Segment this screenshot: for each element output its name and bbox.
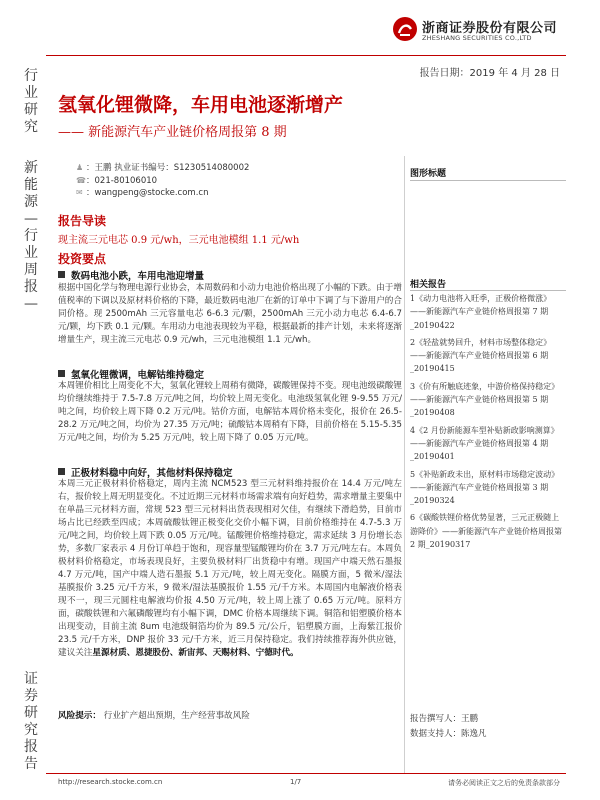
section-paragraph: 根据中国化学与物理电源行业协会，本周数码和小动力电池价格出现了小幅的下跌。由于增值税率的下调以及原材料价格的下降，最近数码电池厂在新的订单中下调了与下游用户的合同价格。现 2500mAh 三元容量电芯 6-6.3 元/颗，2500mAh 三元小动力电芯 6.4-6.7 元/颗，均下跌 0.1 元/颗。车用动力电池表现较为平稳，根据最新的排产计划，未来将逐渐增量生产，现主流三元电芯 0.9 元/wh，三元电池模组 1.1 元/wh。 [58,283,402,345]
side-label-top: 行 业 研 究 [24,68,38,135]
guide-text: 现主流三元电芯 0.9 元/wh，三元电池模组 1.1 元/wh [58,235,300,246]
related-report-item[interactable]: 4《2 月份新能源车型补贴新政影响测算》——新能源汽车产业链价格周报第 4 期_20190401 [410,425,559,462]
zheshang-logo-icon [392,16,418,42]
analyst-info [76,162,249,200]
guide-heading: 报告导读 [58,214,107,228]
email-icon: ✉ [76,188,83,197]
related-reports-list [410,292,566,555]
related-heading: 相关报告 [410,280,447,290]
column-divider [404,156,405,774]
report-credits [410,712,487,742]
bullet-square-icon [58,468,65,475]
report-subtitle: —— 新能源汽车产业链价格周报第 8 期 [58,125,287,140]
person-icon: ♟ [76,163,84,172]
related-report-item[interactable]: 2《轻盐就势回升，材料市场整体稳定》——新能源汽车产业链价格周报第 6 期_20190415 [410,337,552,374]
risk-note: 风险提示： 行业扩产超出预期，生产经营事故风险 [58,711,250,721]
report-title: 氢氧化锂微降，车用电池逐渐增产 [58,94,344,116]
section-heading: 氢氧化锂微调，电解钴维持稳定 [58,367,204,381]
bullet-square-icon [58,271,65,278]
footer-rule [46,773,566,774]
highlights-heading: 投资要点 [58,252,107,266]
data-support-label: 数据支持人：陈逸凡 [410,729,487,739]
section-heading: 数码电池小跌，车用电池迎增量 [58,268,204,282]
section-heading: 正极材料稳中向好，其他材料保持稳定 [58,465,233,479]
analyst-name: ：王鹏 执业证书编号：S1230514080002 [86,163,250,173]
section-paragraph: 本周三元正极材料价格稳定，周内主流 NCM523 型三元材料维持报价在 14.4 万元/吨左右，报价较上周无明显变化。不过近期三元材料市场需求端有向好趋势，需求增量主要集中在单晶三元材料方面，常规 523 型三元材料出货表现相对欠佳，有继续下滑趋势，目前市场占比已经跌至四成；本周硫酸钛锂正极变化交价小幅下调，目前价格维持在 4.7-5.3 万元/吨之间，均价较上周下跌 0.05 万元/吨。锰酸锂价格维持稳定，需求延续 3 月份增长态势，多数厂家表示 4 月份订单趋于饱和，现容量型锰酸锂均价在 3.7 万元/吨左右。本周负极材料价格稳定，市场表现良好，主要负极材料厂出货稳中有增。现国产中端天然石墨报 4.7 万元/吨，国产中端人造石墨报 5.1 万元/吨，较上周无变化。隔膜方面，5 微米/湿法基膜报价 3.25 元/千方米，9 微米/湿法基膜报价 1.55 元/千方米。本周国内电解液价格表现不一，现三元圆柱电解液均价报 4.50 万元/吨，较上周上涨了 0.65 万元/吨。原料方面，碳酸铁锂和六氟磷酸锂均有小幅下调，DMC 价格本周继续下调。铜箔和铝塑膜价格本出现变动，目前主流 8um 电池级铜箔均价为 89.5 元/公斤，铝塑膜方面，上海紫江报价 23.5 元/千方米，DNP 报价 33 元/千方米，近三月保持稳定。我们持续推荐海外供应链，建议关注星源材质、恩捷股份、新宙邦、天赐材料、宁德时代。 [58,479,402,658]
disclaimer-note: 请务必阅读正文之后的免责条款部分 [448,779,560,787]
recommended-stocks: 星源材质、恩捷股份、新宙邦、天赐材料、宁德时代。 [92,648,299,658]
report-date: 报告日期：2019 年 4 月 28 日 [419,68,560,79]
related-report-item[interactable]: 1《动力电池将入旺季，正极价格微涨》——新能源汽车产业链价格周报第 7 期_20190422 [410,294,552,330]
phone-icon: ☎ [76,175,86,185]
chart-heading-rule [410,180,566,181]
side-label-bottom: 证 券 研 究 报 告 [24,671,38,772]
related-report-item[interactable]: 6《碳酸铁锂价格优势显著，三元正极随上游降价》——新能源汽车产业链价格周报第 2 期_20190317 [410,513,562,550]
section-paragraph: 本周锂价相比上周变化不大，氢氧化锂较上周稍有微降，碳酸锂保持不变。现电池级碳酸锂均价继续维持于 7.5-7.8 万元/吨之间，均价较上周无变化。电池级氢氧化锂 9-9.55 万元/吨之间，均价较上周下降 0.2 万元/吨。钴价方面，电解钴本周价格未变化，报价在 26.5-28.2 万元/吨之间，均价为 27.35 万元/吨；硫酸钴本周稍有下降，目前价格在 5.15-5.35 万元/吨之间，均价为 5.25 万元/吨，较上周下降了 0.05 万元/吨。 [58,381,402,443]
footer-url[interactable]: http://research.stocke.com.cn [58,778,163,786]
header-rule [46,55,566,56]
related-heading-rule [410,290,566,291]
analyst-email: ：wangpeng@stocke.com.cn [86,188,209,198]
related-report-item[interactable]: 5《补贴新政未出，原材料市场稳定波动》——新能源汽车产业链价格周报第 3 期_20190324 [410,469,560,506]
author-label: 报告撰写人：王鹏 [410,714,479,724]
company-name-cn: 浙商证券股份有限公司 [422,21,558,36]
page-number: 1/7 [290,778,302,786]
analyst-phone: ：021-80106010 [86,175,158,186]
company-name-en: ZHESHANG SECURITIES CO.,LTD [422,34,532,42]
chart-heading: 图形标题 [410,169,447,179]
bullet-square-icon [58,370,65,377]
side-label-middle: 新 能 源 — 行 业 周 报 — [24,160,38,312]
related-report-item[interactable]: 3《价有所触底迹象，中游价格保持稳定》——新能源汽车产业链价格周报第 5 期_20190408 [410,381,560,418]
